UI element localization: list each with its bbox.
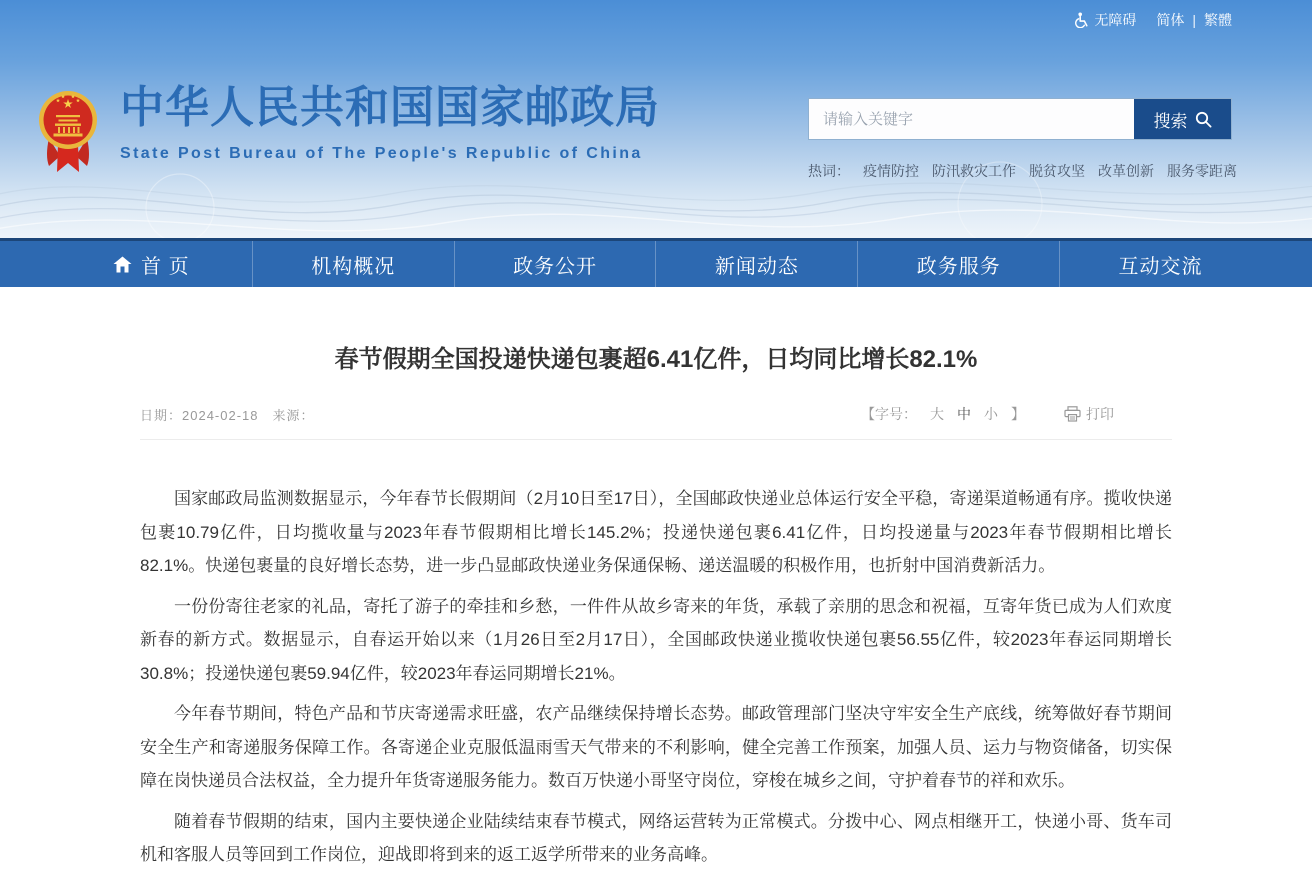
- accessibility-label: 无障碍: [1094, 12, 1137, 28]
- home-icon: [113, 256, 132, 273]
- article-title: 春节假期全国投递快递包裹超6.41亿件，日均同比增长82.1%: [334, 346, 978, 373]
- article-body: [140, 482, 1172, 872]
- hotword-link[interactable]: 防汛救灾工作: [932, 163, 1016, 179]
- main-nav: [0, 238, 1312, 287]
- hotword-link[interactable]: 改革创新: [1098, 163, 1154, 179]
- brand-text: [120, 84, 660, 176]
- print-label: 打印: [1086, 406, 1114, 422]
- nav-item-label: 互动交流: [1118, 255, 1203, 278]
- print-button[interactable]: [1064, 404, 1114, 424]
- hotword-link[interactable]: 疫情防控: [863, 163, 919, 179]
- nav-item-interaction[interactable]: [1059, 241, 1261, 287]
- site-logo-link[interactable]: [36, 84, 660, 176]
- nav-item-label: 首 页: [141, 255, 190, 278]
- nav-item-gov-disclosure[interactable]: [454, 241, 656, 287]
- nav-item-home[interactable]: [51, 241, 252, 287]
- article-paragraph: 今年春节期间，特色产品和节庆寄递需求旺盛，农产品继续保持增长态势。邮政管理部门坚决守牢安全生产底线，统筹做好春节期间安全生产和寄递服务保障工作。各寄递企业克服低温雨雪天气带来的不利影响，健全完善工作预案，加强人员、运力与物资储备，切实保障在岗快递员合法权益，全力提升年货寄递服务能力。数百万快递小哥坚守岗位，穿梭在城乡之间，守护着春节的祥和欢乐。: [140, 704, 1172, 790]
- article-page: [140, 287, 1172, 872]
- article-source: 来源：: [272, 407, 315, 423]
- fontsize-prefix: 【字号：: [861, 406, 917, 422]
- traditional-chinese-link[interactable]: 繁體: [1204, 12, 1232, 28]
- search-button-label: 搜索: [1153, 111, 1188, 131]
- fontsize-suffix: 】: [1011, 406, 1025, 422]
- article-meta-right: [861, 404, 1114, 424]
- article-paragraph: 国家邮政局监测数据显示，今年春节长假期间（2月10日至17日），全国邮政快递业总体运行安全平稳，寄递渠道畅通有序。揽收快递包裹10.79亿件，日均揽收量与2023年春节假期相比增长145.2%；投递快递包裹6.41亿件，日均投递量与2023年春节假期相比增长82.1%。快递包裹量的良好增长态势，进一步凸显邮政快递业务保通保畅、递送温暖的积极作用，也折射中国消费新活力。: [140, 489, 1172, 575]
- nav-item-label: 政务服务: [916, 255, 1001, 278]
- search-icon: [1195, 111, 1212, 128]
- fontsize-medium-button[interactable]: 中: [957, 406, 971, 422]
- nav-item-about[interactable]: [252, 241, 454, 287]
- article-date: 日期：2024-02-18: [140, 407, 259, 423]
- hotword-link[interactable]: 服务零距离: [1167, 163, 1237, 179]
- hotwords-bar: [808, 161, 1237, 181]
- language-separator: |: [1192, 12, 1196, 28]
- site-title: 中华人民共和国国家邮政局: [120, 83, 660, 132]
- nav-item-label: 政务公开: [513, 255, 598, 278]
- hotword-link[interactable]: 脱贫攻坚: [1029, 163, 1085, 179]
- national-emblem-icon: [36, 84, 100, 176]
- simplified-chinese-link[interactable]: 简体: [1156, 12, 1185, 28]
- nav-item-gov-services[interactable]: [857, 241, 1059, 287]
- site-header: [0, 0, 1312, 238]
- search-area: [808, 98, 1237, 181]
- wheelchair-icon: [1074, 12, 1089, 28]
- article-paragraph: 一份份寄往老家的礼品，寄托了游子的牵挂和乡愁，一件件从故乡寄来的年货，承载了亲朋的思念和祝福，互寄年货已成为人们欢度新春的新方式。数据显示，自春运开始以来（1月26日至2月17日），全国邮政快递业揽收快递包裹56.55亿件，较2023年春运同期增长30.8%；投递快递包裹59.94亿件，较2023年春运同期增长21%。: [140, 596, 1172, 683]
- article-paragraph: 随着春节假期的结束，国内主要快递企业陆续结束春节模式，网络运营转为正常模式。分拨中心、网点相继开工，快递小哥、货车司机和客服人员等回到工作岗位，迎战即将到来的返工返学所带来的业务高峰。: [140, 811, 1172, 864]
- accessibility-link[interactable]: [1074, 10, 1136, 30]
- printer-icon: [1064, 406, 1081, 422]
- search-button[interactable]: [1134, 99, 1231, 139]
- article-meta-left: [140, 405, 315, 424]
- nav-item-label: 新闻动态: [714, 255, 799, 278]
- nav-inner: [51, 241, 1261, 287]
- fontsize-small-button[interactable]: 小: [984, 406, 998, 422]
- hotwords-label: 热词：: [808, 163, 850, 179]
- fontsize-large-button[interactable]: 大: [930, 406, 944, 422]
- nav-item-news[interactable]: [655, 241, 857, 287]
- topbar: [0, 0, 1312, 40]
- site-subtitle-en: State Post Bureau of The People's Republic of China: [120, 145, 643, 163]
- search-input[interactable]: [809, 99, 1134, 139]
- search-box: [808, 98, 1232, 140]
- nav-item-label: 机构概况: [311, 255, 396, 278]
- article-meta-row: [140, 404, 1172, 440]
